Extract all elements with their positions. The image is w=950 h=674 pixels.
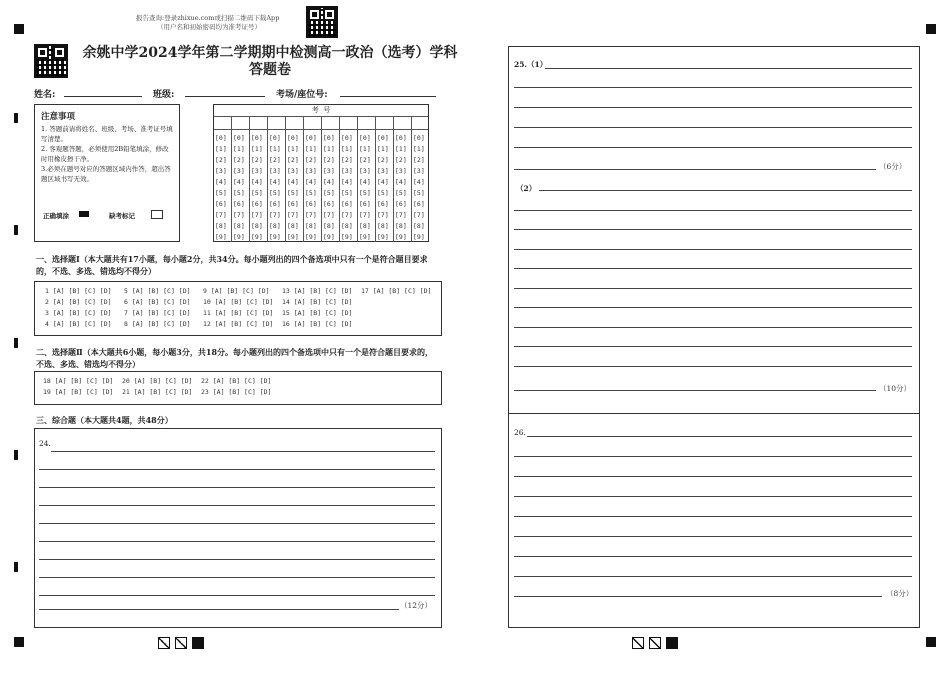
timing-mark — [14, 338, 18, 348]
answer-line[interactable] — [514, 596, 882, 597]
answer-line[interactable] — [39, 505, 435, 506]
choice-question[interactable]: 22 [A] [B] [C] [D] — [201, 377, 272, 385]
exam-digit-bubble[interactable]: [7] — [395, 211, 407, 219]
answer-line[interactable] — [514, 456, 912, 457]
exam-digit-bubble[interactable]: [1] — [233, 145, 245, 153]
missing-mark-checkbox[interactable] — [151, 210, 163, 219]
answer-line[interactable] — [514, 107, 912, 108]
exam-digit-column — [268, 116, 286, 242]
exam-digit-bubble[interactable]: [9] — [305, 233, 317, 241]
section1-title: 一、选择题Ⅰ（本大题共有17小题，每小题2分，共34分。每小题列出的四个备选项中只有一个是符合题目要求的，不选、多选、错选均不得分） — [36, 254, 428, 276]
name-field[interactable] — [64, 96, 142, 97]
exam-digit-bubble[interactable]: [8] — [233, 222, 245, 230]
exam-digit-bubble[interactable]: [6] — [323, 200, 335, 208]
exam-digit-bubble[interactable]: [8] — [395, 222, 407, 230]
exam-digit-bubble[interactable]: [4] — [377, 178, 389, 186]
exam-digit-column — [286, 116, 304, 242]
exam-digit-bubble[interactable]: [4] — [395, 178, 407, 186]
choice-question[interactable]: 4 [A] [B] [C] [D] — [45, 320, 112, 328]
exam-digit-bubble[interactable]: [1] — [287, 145, 299, 153]
page-marker — [649, 637, 661, 649]
answer-line[interactable] — [39, 559, 435, 560]
answer-line[interactable] — [514, 390, 876, 391]
exam-digit-bubble[interactable]: [2] — [215, 156, 227, 164]
exam-digit-bubble[interactable]: [7] — [323, 211, 335, 219]
exam-digit-bubble[interactable]: [2] — [287, 156, 299, 164]
q26-score: （8分） — [886, 589, 914, 598]
timing-mark — [14, 113, 18, 123]
exam-digit-bubble[interactable]: [8] — [359, 222, 371, 230]
timing-mark — [14, 450, 18, 460]
exam-digit-bubble[interactable]: [4] — [269, 178, 281, 186]
exam-digit-bubble[interactable]: [5] — [395, 189, 407, 197]
answer-line[interactable] — [514, 249, 912, 250]
exam-digit-bubble[interactable]: [5] — [215, 189, 227, 197]
exam-digit-bubble[interactable]: [6] — [413, 200, 425, 208]
exam-digit-bubble[interactable]: [7] — [233, 211, 245, 219]
answer-line[interactable] — [514, 327, 912, 328]
exam-digit-bubble[interactable]: [9] — [341, 233, 353, 241]
q25-answer-box[interactable] — [508, 46, 920, 414]
exam-digit-bubble[interactable]: [7] — [215, 211, 227, 219]
exam-digit-column — [340, 116, 358, 242]
answer-line[interactable] — [51, 451, 435, 452]
exam-digit-bubble[interactable]: [6] — [269, 200, 281, 208]
exam-digit-bubble[interactable]: [2] — [377, 156, 389, 164]
exam-digit-bubble[interactable]: [6] — [233, 200, 245, 208]
notice-line2: （用户名和初始密码均为准考证号） — [157, 23, 261, 31]
exam-digit-bubble[interactable]: [4] — [215, 178, 227, 186]
exam-digit-bubble[interactable]: [2] — [413, 156, 425, 164]
exam-digit-bubble[interactable]: [0] — [215, 134, 227, 142]
exam-digit-bubble[interactable]: [8] — [377, 222, 389, 230]
exam-digit-column — [394, 116, 412, 242]
exam-digit-bubble[interactable]: [9] — [377, 233, 389, 241]
exam-digit-bubble[interactable]: [2] — [359, 156, 371, 164]
answer-line[interactable] — [514, 288, 912, 289]
answer-line[interactable] — [514, 127, 912, 128]
choice-question[interactable]: 15 [A] [B] [C] [D] — [282, 309, 353, 317]
exam-digit-bubble[interactable]: [6] — [287, 200, 299, 208]
exam-digit-bubble[interactable]: [8] — [413, 222, 425, 230]
answer-line[interactable] — [514, 366, 912, 367]
choice-question[interactable]: 8 [A] [B] [C] [D] — [124, 320, 191, 328]
page-marker — [632, 637, 644, 649]
exam-digit-bubble[interactable]: [8] — [323, 222, 335, 230]
exam-digit-bubble[interactable]: [8] — [215, 222, 227, 230]
exam-digit-bubble[interactable]: [1] — [269, 145, 281, 153]
exam-digit-bubble[interactable]: [8] — [269, 222, 281, 230]
answer-line[interactable] — [514, 169, 876, 170]
exam-digit-bubble[interactable]: [1] — [305, 145, 317, 153]
missing-mark-label: 缺考标记 — [109, 212, 135, 220]
q24-score: （12分） — [400, 601, 433, 610]
exam-digit-bubble[interactable]: [6] — [377, 200, 389, 208]
exam-digit-bubble[interactable]: [7] — [413, 211, 425, 219]
exam-digit-bubble[interactable]: [3] — [233, 167, 245, 175]
answer-line[interactable] — [514, 307, 912, 308]
exam-digit-bubble[interactable]: [7] — [251, 211, 263, 219]
class-label: 班级: — [153, 90, 175, 100]
answer-line[interactable] — [514, 576, 912, 577]
choice-question[interactable]: 21 [A] [B] [C] [D] — [122, 388, 193, 396]
exam-digit-bubble[interactable]: [0] — [251, 134, 263, 142]
q26-answer-box[interactable] — [508, 414, 920, 628]
room-label: 考场/座位号: — [276, 90, 328, 100]
exam-digit-bubble[interactable]: [8] — [251, 222, 263, 230]
exam-digit-bubble[interactable]: [5] — [413, 189, 425, 197]
timing-mark — [926, 24, 936, 34]
choice-question[interactable]: 3 [A] [B] [C] [D] — [45, 309, 112, 317]
exam-digit-bubble[interactable]: [1] — [359, 145, 371, 153]
exam-digit-bubble[interactable]: [9] — [287, 233, 299, 241]
exam-digit-bubble[interactable]: [1] — [413, 145, 425, 153]
section1-answer-box — [34, 281, 442, 336]
answer-line[interactable] — [514, 229, 912, 230]
name-label: 姓名: — [34, 90, 56, 100]
exam-digit-column — [322, 116, 340, 242]
exam-digit-bubble[interactable]: [1] — [215, 145, 227, 153]
title-line2: 答题卷 — [249, 62, 291, 78]
exam-digit-column — [412, 116, 430, 242]
exam-digit-bubble[interactable]: [6] — [305, 200, 317, 208]
timing-mark — [14, 562, 18, 572]
exam-digit-column — [358, 116, 376, 242]
exam-digit-bubble[interactable]: [9] — [233, 233, 245, 241]
exam-digit-bubble[interactable]: [6] — [359, 200, 371, 208]
exam-digit-bubble[interactable]: [2] — [233, 156, 245, 164]
choice-question[interactable]: 20 [A] [B] [C] [D] — [122, 377, 193, 385]
exam-digit-bubble[interactable]: [7] — [287, 211, 299, 219]
choice-question[interactable]: 10 [A] [B] [C] [D] — [203, 298, 274, 306]
exam-digit-bubble[interactable]: [1] — [377, 145, 389, 153]
choice-question[interactable]: 12 [A] [B] [C] [D] — [203, 320, 274, 328]
exam-digit-bubble[interactable]: [3] — [395, 167, 407, 175]
answer-line[interactable] — [545, 68, 912, 69]
exam-digit-bubble[interactable]: [9] — [251, 233, 263, 241]
qr-code-icon — [306, 6, 338, 38]
exam-digit-bubble[interactable]: [9] — [269, 233, 281, 241]
timing-mark — [14, 24, 24, 34]
exam-digit-bubble[interactable]: [5] — [251, 189, 263, 197]
timing-mark — [926, 637, 936, 647]
exam-digit-bubble[interactable]: [0] — [377, 134, 389, 142]
exam-digit-bubble[interactable]: [2] — [305, 156, 317, 164]
answer-line[interactable] — [514, 536, 912, 537]
answer-line[interactable] — [514, 516, 912, 517]
exam-digit-bubble[interactable]: [5] — [323, 189, 335, 197]
exam-digit-bubble[interactable]: [5] — [377, 189, 389, 197]
exam-digit-bubble[interactable]: [4] — [233, 178, 245, 186]
answer-line[interactable] — [514, 147, 912, 148]
exam-digit-bubble[interactable]: [1] — [251, 145, 263, 153]
choice-question[interactable]: 2 [A] [B] [C] [D] — [45, 298, 112, 306]
exam-digit-bubble[interactable]: [7] — [341, 211, 353, 219]
answer-line[interactable] — [514, 496, 912, 497]
answer-line[interactable] — [39, 523, 435, 524]
page-marker — [192, 637, 204, 649]
exam-digit-bubble[interactable]: [4] — [287, 178, 299, 186]
exam-digit-bubble[interactable]: [0] — [233, 134, 245, 142]
exam-digit-column — [304, 116, 322, 242]
answer-line[interactable] — [514, 87, 912, 88]
answer-line[interactable] — [39, 487, 435, 488]
exam-digit-bubble[interactable]: [8] — [341, 222, 353, 230]
exam-digit-bubble[interactable]: [5] — [287, 189, 299, 197]
exam-digit-bubble[interactable]: [4] — [323, 178, 335, 186]
exam-number-grid — [213, 104, 429, 242]
exam-digit-bubble[interactable]: [2] — [269, 156, 281, 164]
timing-mark — [14, 637, 24, 647]
exam-digit-bubble[interactable]: [4] — [341, 178, 353, 186]
choice-question[interactable]: 11 [A] [B] [C] [D] — [203, 309, 274, 317]
choice-question[interactable]: 23 [A] [B] [C] [D] — [201, 388, 272, 396]
exam-digit-bubble[interactable]: [3] — [305, 167, 317, 175]
answer-line[interactable] — [514, 210, 912, 211]
room-field[interactable] — [340, 96, 436, 97]
exam-digit-bubble[interactable]: [3] — [413, 167, 425, 175]
exam-digit-column — [214, 116, 232, 242]
exam-digit-bubble[interactable]: [0] — [269, 134, 281, 142]
class-field[interactable] — [185, 96, 265, 97]
exam-digit-bubble[interactable]: [3] — [341, 167, 353, 175]
choice-question[interactable]: 6 [A] [B] [C] [D] — [124, 298, 191, 306]
exam-digit-bubble[interactable]: [4] — [305, 178, 317, 186]
answer-line[interactable] — [514, 268, 912, 269]
page-marker — [666, 637, 678, 649]
exam-digit-bubble[interactable]: [5] — [233, 189, 245, 197]
exam-digit-bubble[interactable]: [6] — [215, 200, 227, 208]
exam-digit-bubble[interactable]: [9] — [215, 233, 227, 241]
choice-question[interactable]: 16 [A] [B] [C] [D] — [282, 320, 353, 328]
choice-question[interactable]: 13 [A] [B] [C] [D] — [282, 287, 353, 295]
page-marker — [158, 637, 170, 649]
answer-line[interactable] — [514, 476, 912, 477]
exam-digit-bubble[interactable]: [7] — [377, 211, 389, 219]
exam-digit-bubble[interactable]: [2] — [323, 156, 335, 164]
notes-item: 2. 客观题答题，必须使用2B铅笔填涂，修改时用橡皮擦干净。 — [41, 145, 169, 163]
q24-label: 24. — [39, 439, 51, 448]
choice-question[interactable]: 18 [A] [B] [C] [D] — [43, 377, 114, 385]
exam-digit-bubble[interactable]: [5] — [359, 189, 371, 197]
exam-digit-bubble[interactable]: [3] — [359, 167, 371, 175]
correct-fill-label: 正确填涂 — [43, 212, 69, 220]
exam-digit-bubble[interactable]: [3] — [287, 167, 299, 175]
exam-digit-bubble[interactable]: [3] — [215, 167, 227, 175]
page-marker — [175, 637, 187, 649]
exam-digit-bubble[interactable]: [9] — [395, 233, 407, 241]
exam-digit-bubble[interactable]: [7] — [269, 211, 281, 219]
answer-line[interactable] — [514, 346, 912, 347]
exam-digit-bubble[interactable]: [7] — [305, 211, 317, 219]
section2-answer-box — [34, 371, 442, 405]
notice-line1: 报告查询:登录zhixue.com或扫描二维码下载App — [136, 14, 280, 22]
answer-line[interactable] — [39, 595, 435, 596]
exam-digit-bubble[interactable]: [0] — [341, 134, 353, 142]
exam-digit-bubble[interactable]: [0] — [305, 134, 317, 142]
q25-label: 25.（1） — [514, 60, 548, 69]
notes-item: 1. 答题前请将姓名、班级、考场、准考证号填写清楚。 — [41, 125, 173, 143]
notes-item: 3.必须在题号对应的答题区域内作答，超出答题区域书写无效。 — [41, 165, 171, 183]
exam-digit-column — [250, 116, 268, 242]
exam-digit-bubble[interactable]: [0] — [395, 134, 407, 142]
exam-digit-bubble[interactable]: [9] — [323, 233, 335, 241]
choice-question[interactable]: 17 [A] [B] [C] [D] — [361, 287, 432, 295]
exam-digit-bubble[interactable]: [2] — [251, 156, 263, 164]
exam-digit-bubble[interactable]: [5] — [341, 189, 353, 197]
exam-digit-bubble[interactable]: [0] — [287, 134, 299, 142]
notes-title: 注意事项 — [41, 112, 76, 122]
answer-line[interactable] — [514, 556, 912, 557]
choice-question[interactable]: 5 [A] [B] [C] [D] — [124, 287, 191, 295]
exam-digit-column — [376, 116, 394, 242]
exam-digit-bubble[interactable]: [5] — [269, 189, 281, 197]
exam-digit-bubble[interactable]: [7] — [359, 211, 371, 219]
exam-digit-bubble[interactable]: [9] — [413, 233, 425, 241]
choice-question[interactable]: 14 [A] [B] [C] [D] — [282, 298, 353, 306]
answer-line[interactable] — [39, 541, 435, 542]
answer-line[interactable] — [527, 436, 912, 437]
title-line1: 余姚中学2024学年第二学期期中检测高一政治（选考）学科 — [82, 45, 458, 61]
notes-box — [34, 104, 180, 242]
exam-digit-bubble[interactable]: [5] — [305, 189, 317, 197]
exam-digit-bubble[interactable]: [3] — [251, 167, 263, 175]
section3-title: 三、综合题（本大题共4题，共48分） — [36, 415, 173, 425]
q25-sub2-label: （2） — [516, 184, 537, 193]
exam-digit-bubble[interactable]: [3] — [323, 167, 335, 175]
exam-digit-bubble[interactable]: [8] — [305, 222, 317, 230]
exam-digit-column — [232, 116, 250, 242]
exam-digit-bubble[interactable]: [8] — [287, 222, 299, 230]
q25-score2: （10分） — [879, 384, 912, 393]
answer-line[interactable] — [39, 469, 435, 470]
exam-digit-bubble[interactable]: [4] — [413, 178, 425, 186]
q24-answer-box[interactable] — [34, 428, 442, 628]
exam-digit-bubble[interactable]: [2] — [341, 156, 353, 164]
page-title — [80, 45, 460, 79]
choice-question[interactable]: 9 [A] [B] [C] [D] — [203, 287, 270, 295]
exam-digit-bubble[interactable]: [4] — [251, 178, 263, 186]
exam-digit-bubble[interactable]: [0] — [413, 134, 425, 142]
correct-fill-sample — [79, 211, 89, 217]
choice-question[interactable]: 1 [A] [B] [C] [D] — [45, 287, 112, 295]
exam-number-label: 考 号 — [214, 105, 428, 117]
choice-question[interactable]: 7 [A] [B] [C] [D] — [124, 309, 191, 317]
q25-score1: （6分） — [879, 162, 907, 171]
answer-line[interactable] — [539, 190, 912, 191]
exam-digit-bubble[interactable]: [4] — [359, 178, 371, 186]
exam-digit-bubble[interactable]: [3] — [269, 167, 281, 175]
exam-digit-bubble[interactable]: [0] — [323, 134, 335, 142]
exam-digit-bubble[interactable]: [6] — [395, 200, 407, 208]
section2-title: 二、选择题Ⅱ（本大题共6小题，每小题3分，共18分。每小题列出的四个备选项中只有一个是符合题目要求的，不选、多选、错选均不得分） — [36, 347, 434, 369]
timing-mark — [14, 225, 18, 235]
qr-code-icon — [34, 44, 68, 78]
exam-digit-bubble[interactable]: [1] — [341, 145, 353, 153]
exam-digit-bubble[interactable]: [6] — [251, 200, 263, 208]
exam-digit-bubble[interactable]: [9] — [359, 233, 371, 241]
q26-label: 26. — [514, 428, 526, 437]
exam-digit-bubble[interactable]: [0] — [359, 134, 371, 142]
exam-digit-bubble[interactable]: [1] — [323, 145, 335, 153]
exam-digit-bubble[interactable]: [6] — [341, 200, 353, 208]
answer-line[interactable] — [39, 577, 435, 578]
exam-digit-bubble[interactable]: [1] — [395, 145, 407, 153]
exam-digit-bubble[interactable]: [3] — [377, 167, 389, 175]
exam-digit-bubble[interactable]: [2] — [395, 156, 407, 164]
choice-question[interactable]: 19 [A] [B] [C] [D] — [43, 388, 114, 396]
answer-line[interactable] — [39, 609, 399, 610]
